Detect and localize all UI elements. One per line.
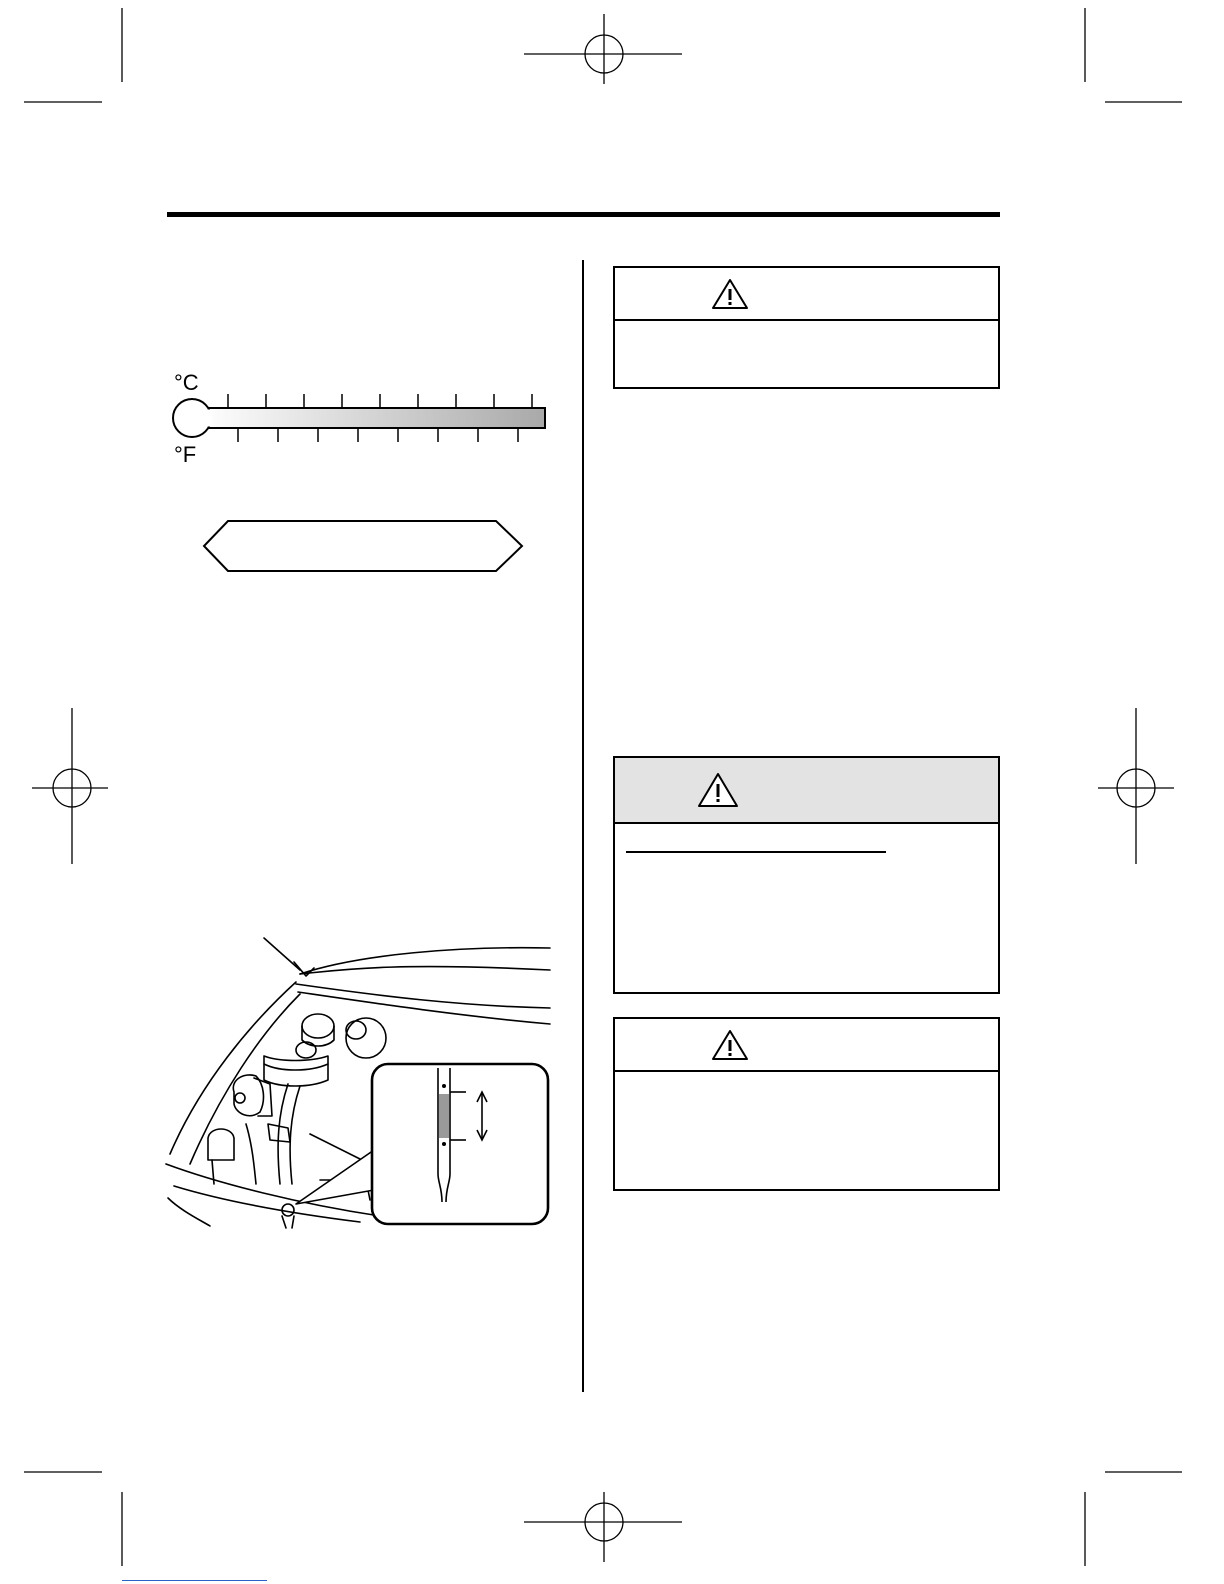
warning-box-header [615,758,998,824]
footer-link-underline[interactable] [122,1580,267,1581]
warning-box [613,756,1000,994]
warning-triangle-icon [711,1029,749,1061]
warning-triangle-icon [711,278,749,310]
caution-box-header [615,1019,998,1072]
registration-mark-icon [524,14,684,86]
celsius-label: °C [174,370,199,395]
registration-mark-icon [524,1490,684,1562]
caution-box-2 [613,1017,1000,1191]
engine-compartment-illustration [160,934,560,1234]
registration-mark-icon [32,708,110,866]
caution-box-1 [613,266,1000,389]
underline-rule [626,851,886,853]
caution-box-header [615,268,998,321]
fahrenheit-label: °F [174,442,197,467]
header-rule [167,212,1000,217]
temperature-scale-figure [160,366,560,476]
range-indicator-hexagon [200,518,526,576]
column-divider [582,260,584,1392]
registration-mark-icon [1096,708,1176,866]
warning-triangle-icon [697,772,739,808]
thermometer-icon [160,366,560,476]
